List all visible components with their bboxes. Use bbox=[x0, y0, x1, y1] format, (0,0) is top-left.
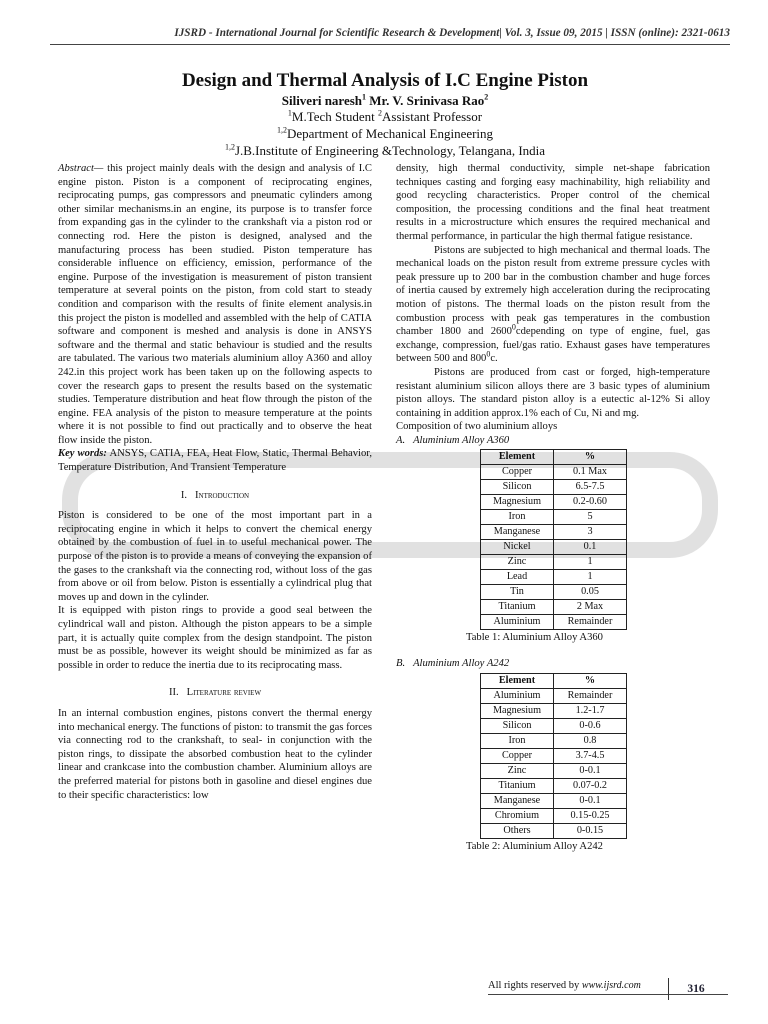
table-header-cell: % bbox=[554, 450, 627, 465]
table-cell: Lead bbox=[481, 570, 554, 585]
table-row bbox=[481, 600, 627, 615]
table-cell: 6.5-7.5 bbox=[554, 480, 627, 495]
table-header-row bbox=[481, 450, 627, 465]
right-paragraph-2: Pistons are subjected to high mechanical and thermal loads. The mechanical loads on the piston result from extreme pressure cycles with peak pressure up to 200 bar in the combustion chamber and huge forces of inertia caused by extremely high acceleration during the reciprocating motion of pistons. The thermal loads on the piston result from the combustion process with peak gas temperatures in the combustion chamber 1800 and 2600$^0$cdepending on type of engine, fuel, gas exchange, compression, fuel/gas ratio. Exhaust gases have temperatures between 500 and $800^0c$. bbox=[396, 244, 710, 365]
table-cell: Remainder bbox=[554, 688, 627, 703]
table-2-caption: Table 2: Aluminium Alloy A242 bbox=[466, 840, 603, 852]
table-cell: Manganese bbox=[481, 793, 554, 808]
table-row bbox=[481, 703, 627, 718]
table-cell: Magnesium bbox=[481, 703, 554, 718]
table-cell: Copper bbox=[481, 465, 554, 480]
table-cell: 0.8 bbox=[554, 733, 627, 748]
table-1-caption: Table 1: Aluminium Alloy A360 bbox=[466, 632, 603, 644]
table-header-cell: Element bbox=[481, 673, 554, 688]
right-paragraph-3: Pistons are produced from cast or forged, high-temperature resistant aluminium silicon alloys there are 3 basic types of aluminium piston alloys. The standard piston alloy is a eutectic al-12% Si alloy containing in addition approx.1% each of Cu, Ni and mg. bbox=[396, 366, 710, 419]
table-cell: Titanium bbox=[481, 600, 554, 615]
table-row bbox=[481, 510, 627, 525]
table-cell: 1 bbox=[554, 570, 627, 585]
table-cell: Iron bbox=[481, 510, 554, 525]
table-cell: Magnesium bbox=[481, 495, 554, 510]
subsection-b-heading: B. Aluminium Alloy A242 bbox=[396, 658, 510, 670]
table-row bbox=[481, 495, 627, 510]
section-heading-literature: II. Literature review bbox=[168, 687, 262, 699]
table-cell: Tin bbox=[481, 585, 554, 600]
table-row bbox=[481, 688, 627, 703]
intro-paragraph-2: It is equipped with piston rings to provide a good seal between the cylindrical wall and piston. Although the piston appears to be a simple part, it is actually quite complex from the design standpoint. The piston must be as possible, however its weight should be minimized as far as possible in order to reduce the inertia due to its reciprocating mass. bbox=[58, 605, 372, 671]
table-cell: Others bbox=[481, 823, 554, 838]
table-cell: Titanium bbox=[481, 778, 554, 793]
table-header-cell: % bbox=[554, 673, 627, 688]
left-column bbox=[58, 162, 372, 802]
table-cell: Copper bbox=[481, 748, 554, 763]
table-header-row bbox=[481, 673, 627, 688]
table-alloy-a242 bbox=[480, 673, 627, 839]
table-row bbox=[481, 778, 627, 793]
table-cell: Iron bbox=[481, 733, 554, 748]
intro-paragraph-1: Piston is considered to be one of the most important part in a reciprocating engine in which it helps to convert the chemical energy obtained by the combustion of fuel in to useful mechanical power. The purpose of the piston is to provide a means of conveying the expansion of the gases to the crankshaft via the connecting rod, without loss of the gas from above or oil from below. Piston is essentially a cylindrical plug that moves up and down in the cylinder. bbox=[58, 510, 372, 603]
table-row bbox=[481, 570, 627, 585]
table-alloy-a360 bbox=[480, 449, 627, 630]
table-cell: 0-0.15 bbox=[554, 823, 627, 838]
table-cell: 0-0.1 bbox=[554, 793, 627, 808]
table-cell: 0.05 bbox=[554, 585, 627, 600]
running-header: IJSRD - International Journal for Scientific Research & Development| Vol. 3, Issue 09, 2015 | ISSN (online): 2321-0613 bbox=[174, 27, 730, 39]
abstract: Abstract— this project mainly deals with the design and analysis of I.C engine piston. Piston is a component of reciprocating engines, reciprocating pumps, gas compressors and pneumatic cylinders among other similar mechanisms.in an engine, its purpose is to transfer force from expanding gas in the cylinder to the crankshaft via a piston rod or connecting rod. Here the piston is designed, analysed and the manufacturing process has been studied. Piston temperature has considerable influence on efficiency, emission, performance of the engine. Purpose of the investigation is measurement of piston transient temperature at several points on the piston, from cold start to steady condition and comparison with the results of finite element analysis.in this project the piston is modelled and assembled with the help of CATIA software and component is meshed and analysis is done in ANSYS software and the thermal and static behaviour is studied and the results are tabulated. The various two materials aluminium alloy A360 and alloy 242.in this project work has been taken up on the following aspects to cover the research gaps to present the results based on the systematic studies. Temperature distribution and heat flow through the piston of the engine. FEA analysis of the piston to measure temperature at the points where it is not possible to find out practically and to observe the heat flow inside the piston. bbox=[58, 163, 372, 446]
affiliation-institute: $^{1,2}$J.B.Institute of Engineering &Technology, Telangana, India bbox=[224, 142, 546, 158]
literature-paragraph-1: In an internal combustion engines, pistons convert the thermal energy into mechanical energy. The functions of piston: to transmit the gas forces via connecting rod to the crankshaft, to seal- in conjunction with the piston rings, to dissipate the absorbed combustion heat to the cylinder linear and crankcase into the combustion chamber. Aluminium alloys are the preferred material for pistons both in gasoline and diesel engines due to their specific characteristics: low bbox=[58, 707, 372, 801]
subsection-a-heading: A. Aluminium Alloy A360 bbox=[396, 434, 510, 446]
table-cell: Nickel bbox=[481, 540, 554, 555]
table-cell: 0.07-0.2 bbox=[554, 778, 627, 793]
table-row bbox=[481, 555, 627, 570]
table-cell: 0.15-0.25 bbox=[554, 808, 627, 823]
author-2: Mr. V. Srinivasa Rao bbox=[369, 93, 485, 108]
footer-rights: All rights reserved by www.ijsrd.com bbox=[488, 980, 641, 991]
table-cell: Chromium bbox=[481, 808, 554, 823]
table-row bbox=[481, 465, 627, 480]
section-heading-introduction: I. Introduction bbox=[180, 489, 250, 501]
table-row bbox=[481, 525, 627, 540]
table-cell: 3 bbox=[554, 525, 627, 540]
abstract-label: Abstract— bbox=[58, 163, 104, 174]
page-number: 316 bbox=[668, 978, 723, 1000]
table-row bbox=[481, 793, 627, 808]
table-row bbox=[481, 585, 627, 600]
table-row bbox=[481, 808, 627, 823]
table-row bbox=[481, 540, 627, 555]
table-cell: 0-0.6 bbox=[554, 718, 627, 733]
keywords-label: Key words: bbox=[58, 448, 107, 460]
table-cell: Aluminium bbox=[481, 688, 554, 703]
table-row bbox=[481, 748, 627, 763]
right-column bbox=[396, 162, 710, 853]
table-cell: Silicon bbox=[481, 718, 554, 733]
paper-title: Design and Thermal Analysis of I.C Engine Piston bbox=[181, 70, 589, 91]
right-paragraph-4: Composition of two aluminium alloys bbox=[396, 421, 558, 433]
table-row bbox=[481, 480, 627, 495]
table-cell: 0.1 Max bbox=[554, 465, 627, 480]
table-cell: 1.2-1.7 bbox=[554, 703, 627, 718]
author-1: Siliveri naresh bbox=[281, 93, 363, 108]
right-paragraph-1: density, high thermal conductivity, simple net-shape fabrication techniques casting and forging easy machinability, high reliability and good recycling characteristics. Proper control of the chemical composition, the processing conditions and the final heat treatment results in a microstructure which ensures the required mechanical and thermal performance, in particular the high thermal fatigue resistance. bbox=[396, 163, 710, 242]
table-row bbox=[481, 823, 627, 838]
table-cell: 1 bbox=[554, 555, 627, 570]
table-cell: Zinc bbox=[481, 555, 554, 570]
affiliation-roles: $^1$M.Tech Student $^2$Assistant Professor bbox=[287, 108, 483, 124]
table-row bbox=[481, 733, 627, 748]
header-rule bbox=[50, 44, 730, 45]
table-cell: Aluminium bbox=[481, 615, 554, 630]
footer-site-link[interactable]: www.ijsrd.com bbox=[581, 980, 641, 991]
authors: Siliveri naresh$^1$ Mr. V. Srinivasa Rao$^2$ bbox=[281, 92, 489, 108]
table-cell: 0.2-0.60 bbox=[554, 495, 627, 510]
table-cell: 2 Max bbox=[554, 600, 627, 615]
keywords: Key words: ANSYS, CATIA, FEA, Heat Flow, Static, Thermal Behavior, Temperature Distribution, And Transient Temperature bbox=[58, 448, 372, 474]
table-cell: Silicon bbox=[481, 480, 554, 495]
table-cell: Remainder bbox=[554, 615, 627, 630]
table-cell: Manganese bbox=[481, 525, 554, 540]
table-row bbox=[481, 763, 627, 778]
table-cell: 0.1 bbox=[554, 540, 627, 555]
table-cell: 0-0.1 bbox=[554, 763, 627, 778]
table-row bbox=[481, 615, 627, 630]
table-cell: Zinc bbox=[481, 763, 554, 778]
table-row bbox=[481, 718, 627, 733]
table-header-cell: Element bbox=[481, 450, 554, 465]
affiliation-department: $^{1,2}$Department of Mechanical Engineering bbox=[276, 125, 494, 141]
table-cell: 3.7-4.5 bbox=[554, 748, 627, 763]
table-cell: 5 bbox=[554, 510, 627, 525]
